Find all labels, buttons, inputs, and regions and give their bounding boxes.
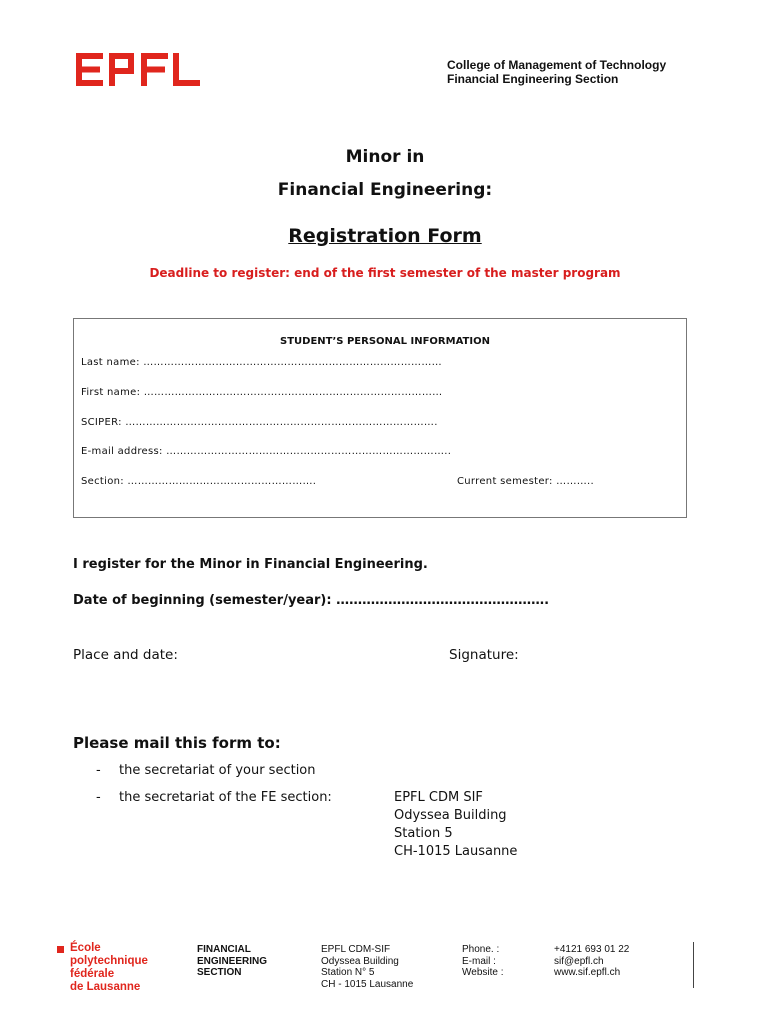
footer-contact-labels: [462, 944, 504, 979]
footer-address: [321, 944, 413, 990]
first-name-field[interactable]: First name: ……………………………………………………………………………: [81, 387, 443, 398]
phone-value: +4121 693 01 22: [554, 944, 630, 955]
footer-contact-values: [554, 944, 629, 979]
address-line: EPFL CDM SIF: [394, 790, 483, 805]
address-line: Station 5: [394, 826, 453, 841]
school-line: École: [70, 942, 101, 954]
footer-address-line: Station N° 5: [321, 967, 375, 978]
date-of-beginning-field[interactable]: [73, 593, 549, 608]
college-heading: [447, 58, 666, 86]
college-name: College of Management of Technology: [447, 58, 667, 72]
list-dash: -: [96, 790, 101, 805]
section-line: FINANCIAL: [197, 944, 251, 955]
footer-address-line: CH - 1015 Lausanne: [321, 978, 414, 990]
title-line-2: Financial Engineering:: [277, 180, 493, 200]
last-name-field[interactable]: Last name: ……………………………………………………………………………: [81, 357, 442, 368]
school-line: fédérale: [70, 968, 115, 980]
phone-label: Phone. :: [462, 944, 500, 955]
mail-heading: Please mail this form to:: [73, 734, 281, 752]
website-label: Website :: [462, 967, 504, 978]
section-name: Financial Engineering Section: [447, 72, 619, 86]
email-label: E-mail :: [462, 955, 496, 967]
footer-address-line: EPFL CDM-SIF: [321, 944, 391, 955]
mail-item-section-secretariat: the secretariat of your section: [119, 763, 316, 778]
school-line: polytechnique: [70, 955, 148, 967]
deadline-notice: Deadline to register: end of the first semester of the master program: [149, 266, 621, 280]
address-line: Odyssea Building: [394, 808, 507, 823]
sciper-field[interactable]: SCIPER: ……………………………………………………………………………….: [81, 417, 438, 428]
section-line: SECTION: [197, 967, 242, 978]
footer-section-name: [197, 944, 267, 979]
personal-info-heading: STUDENT’S PERSONAL INFORMATION: [280, 336, 490, 347]
section-field[interactable]: Section: ……………………………………………….: [81, 476, 317, 487]
title-line-1: Minor in: [345, 147, 425, 167]
address-line: CH-1015 Lausanne: [394, 844, 518, 859]
website-link[interactable]: www.sif.epfl.ch: [554, 967, 621, 978]
fe-section-address: [394, 789, 517, 861]
footer-divider: [693, 942, 694, 988]
email-link[interactable]: sif@epfl.ch: [554, 955, 604, 967]
register-statement: I register for the Minor in Financial Engineering.: [73, 557, 428, 572]
list-dash: -: [96, 763, 101, 778]
footer-school-name: [70, 942, 148, 994]
email-field[interactable]: E-mail address: ………………………………………………………………………..: [81, 446, 452, 457]
current-semester-field[interactable]: Current semester: ………..: [457, 476, 595, 487]
footer-address-line: Odyssea Building: [321, 955, 399, 967]
form-title: Registration Form: [288, 225, 482, 247]
place-and-date-field[interactable]: Place and date:: [73, 647, 178, 663]
epfl-logo: [76, 53, 200, 86]
signature-field[interactable]: Signature:: [449, 647, 519, 663]
mail-item-fe-secretariat: the secretariat of the FE section:: [119, 790, 332, 805]
epfl-square-icon: [57, 946, 64, 953]
school-line: de Lausanne: [70, 981, 141, 993]
date-of-beginning-label: Date of beginning (semester/year): ………………………………………….: [73, 593, 550, 608]
section-line: ENGINEERING: [197, 955, 268, 967]
